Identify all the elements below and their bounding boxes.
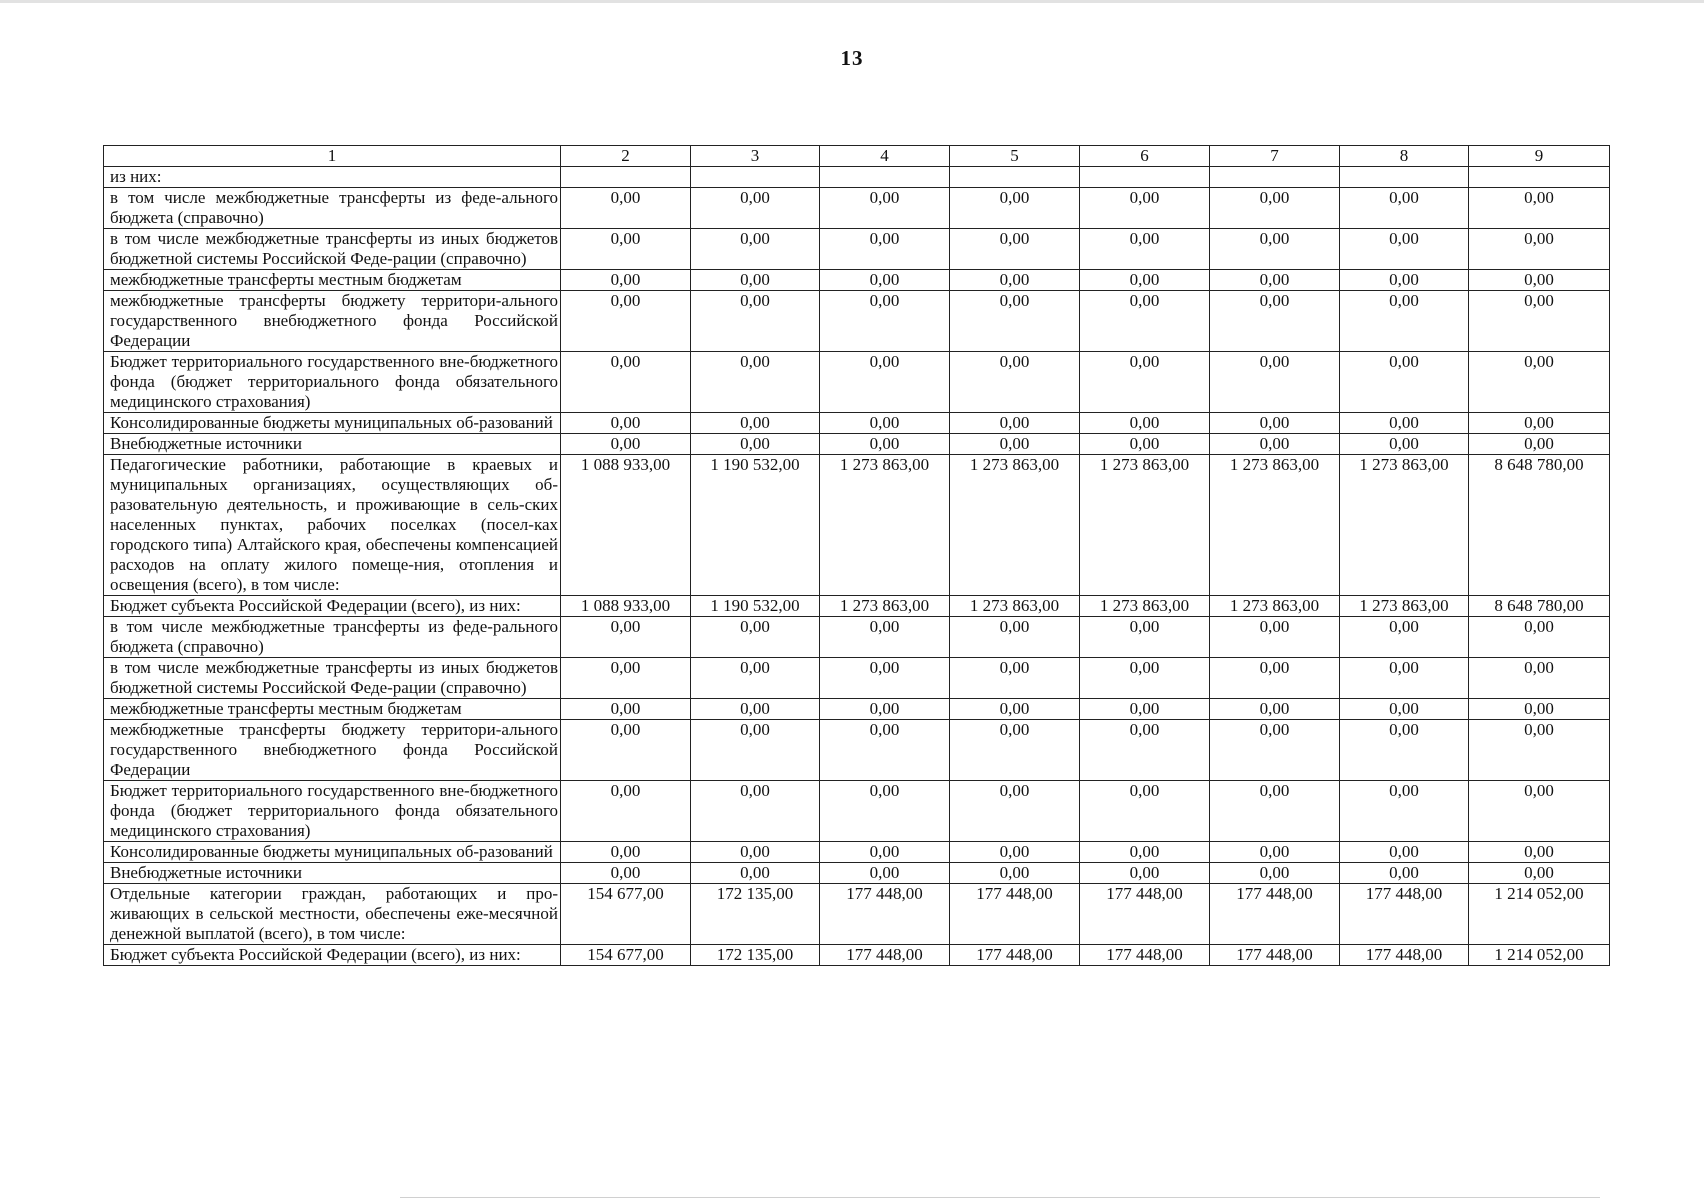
row-value: 0,00	[561, 434, 691, 455]
row-label: Внебюджетные источники	[104, 434, 561, 455]
row-value: 0,00	[1469, 699, 1610, 720]
row-value: 0,00	[561, 229, 691, 270]
row-value: 0,00	[1210, 699, 1340, 720]
table-row	[104, 270, 1610, 291]
row-value: 0,00	[561, 270, 691, 291]
row-value: 0,00	[691, 291, 820, 352]
table-row	[104, 945, 1610, 966]
table-row	[104, 884, 1610, 945]
row-value: 0,00	[1210, 188, 1340, 229]
row-value: 0,00	[820, 434, 950, 455]
row-value: 0,00	[1340, 229, 1469, 270]
row-value: 0,00	[820, 617, 950, 658]
row-value: 0,00	[1080, 781, 1210, 842]
row-label: Внебюджетные источники	[104, 863, 561, 884]
page-number: 13	[840, 46, 864, 70]
row-value: 0,00	[561, 720, 691, 781]
row-value: 0,00	[561, 781, 691, 842]
row-value: 0,00	[950, 781, 1080, 842]
row-value: 1 214 052,00	[1469, 945, 1610, 966]
row-value: 0,00	[820, 352, 950, 413]
row-value: 177 448,00	[1340, 945, 1469, 966]
row-value: 177 448,00	[1080, 884, 1210, 945]
row-label: Бюджет субъекта Российской Федерации (всего), из них:	[104, 596, 561, 617]
row-value: 0,00	[691, 434, 820, 455]
column-header: 1	[104, 146, 561, 167]
row-value: 0,00	[1469, 229, 1610, 270]
row-label: в том числе межбюджетные трансферты из иных бюджетов бюджетной системы Российской Феде-рации (справочно)	[104, 658, 561, 699]
row-value: 0,00	[561, 842, 691, 863]
row-value: 0,00	[1340, 434, 1469, 455]
row-value: 0,00	[1080, 291, 1210, 352]
row-value: 0,00	[691, 658, 820, 699]
row-value: 8 648 780,00	[1469, 455, 1610, 596]
row-value: 0,00	[950, 291, 1080, 352]
row-value: 0,00	[1340, 291, 1469, 352]
header-row	[104, 146, 1610, 167]
row-value	[561, 167, 691, 188]
row-value: 0,00	[820, 781, 950, 842]
row-value: 0,00	[1080, 658, 1210, 699]
table-row	[104, 352, 1610, 413]
table-row	[104, 781, 1610, 842]
column-header: 8	[1340, 146, 1469, 167]
row-value: 0,00	[691, 699, 820, 720]
row-value: 0,00	[691, 617, 820, 658]
row-value: 1 088 933,00	[561, 455, 691, 596]
budget-table	[103, 145, 1610, 966]
row-value: 0,00	[820, 720, 950, 781]
row-value: 0,00	[820, 413, 950, 434]
column-header: 6	[1080, 146, 1210, 167]
table-row	[104, 434, 1610, 455]
row-value: 0,00	[1210, 352, 1340, 413]
scan-bottom-line	[400, 1197, 1600, 1198]
row-value: 0,00	[1469, 413, 1610, 434]
row-value: 177 448,00	[950, 884, 1080, 945]
row-value: 1 273 863,00	[950, 596, 1080, 617]
row-value: 1 190 532,00	[691, 596, 820, 617]
row-value: 0,00	[1469, 188, 1610, 229]
row-value: 0,00	[1210, 413, 1340, 434]
row-value: 1 273 863,00	[1210, 596, 1340, 617]
row-value: 0,00	[691, 720, 820, 781]
table-row	[104, 617, 1610, 658]
table-row	[104, 229, 1610, 270]
row-value: 0,00	[950, 699, 1080, 720]
row-value: 0,00	[820, 863, 950, 884]
table-row	[104, 699, 1610, 720]
row-value: 172 135,00	[691, 945, 820, 966]
row-value: 0,00	[1080, 434, 1210, 455]
row-value: 177 448,00	[1210, 884, 1340, 945]
row-label: в том числе межбюджетные трансферты из иных бюджетов бюджетной системы Российской Феде-рации (справочно)	[104, 229, 561, 270]
row-value: 177 448,00	[950, 945, 1080, 966]
row-value: 0,00	[1469, 658, 1610, 699]
row-value: 0,00	[1080, 842, 1210, 863]
row-value: 0,00	[1080, 720, 1210, 781]
table-row	[104, 842, 1610, 863]
row-value	[1080, 167, 1210, 188]
row-value	[1210, 167, 1340, 188]
row-value: 0,00	[1210, 270, 1340, 291]
row-value: 177 448,00	[1080, 945, 1210, 966]
row-label: межбюджетные трансферты бюджету территори-ального государственного внебюджетного фонда Российской Федерации	[104, 720, 561, 781]
row-value: 0,00	[561, 699, 691, 720]
row-value: 0,00	[561, 188, 691, 229]
column-header: 2	[561, 146, 691, 167]
table-row	[104, 291, 1610, 352]
row-value: 0,00	[1210, 842, 1340, 863]
row-value: 0,00	[1340, 352, 1469, 413]
table-row	[104, 720, 1610, 781]
row-value	[950, 167, 1080, 188]
row-value: 0,00	[1080, 270, 1210, 291]
row-value: 172 135,00	[691, 884, 820, 945]
row-label: Бюджет субъекта Российской Федерации (всего), из них:	[104, 945, 561, 966]
row-value: 0,00	[691, 781, 820, 842]
row-value: 0,00	[1340, 188, 1469, 229]
row-value: 0,00	[691, 413, 820, 434]
row-value: 0,00	[1210, 229, 1340, 270]
row-value: 0,00	[820, 699, 950, 720]
row-value: 1 190 532,00	[691, 455, 820, 596]
row-value: 0,00	[691, 842, 820, 863]
row-value: 1 273 863,00	[820, 596, 950, 617]
row-value: 1 273 863,00	[1340, 455, 1469, 596]
table-row	[104, 658, 1610, 699]
row-value: 0,00	[950, 352, 1080, 413]
row-value: 177 448,00	[1340, 884, 1469, 945]
row-label: Бюджет территориального государственного вне-бюджетного фонда (бюджет территориального фонда обязательного медицинского страхования)	[104, 352, 561, 413]
row-value: 154 677,00	[561, 884, 691, 945]
row-label: Консолидированные бюджеты муниципальных об-разований	[104, 413, 561, 434]
column-header: 4	[820, 146, 950, 167]
row-value: 1 088 933,00	[561, 596, 691, 617]
row-label: в том числе межбюджетные трансферты из феде-рального бюджета (справочно)	[104, 617, 561, 658]
row-value: 0,00	[820, 188, 950, 229]
row-value: 0,00	[950, 413, 1080, 434]
row-value: 0,00	[950, 658, 1080, 699]
table-body	[104, 146, 1610, 966]
row-value: 0,00	[1080, 863, 1210, 884]
row-value	[691, 167, 820, 188]
row-value: 0,00	[1469, 781, 1610, 842]
row-value: 177 448,00	[1210, 945, 1340, 966]
table-row	[104, 188, 1610, 229]
row-value: 0,00	[1340, 270, 1469, 291]
column-header: 5	[950, 146, 1080, 167]
row-value: 0,00	[950, 434, 1080, 455]
row-value: 8 648 780,00	[1469, 596, 1610, 617]
row-value: 0,00	[561, 352, 691, 413]
row-value: 0,00	[950, 270, 1080, 291]
row-value: 0,00	[1340, 617, 1469, 658]
row-value: 1 273 863,00	[1080, 596, 1210, 617]
table-row	[104, 167, 1610, 188]
table-row	[104, 413, 1610, 434]
row-value: 0,00	[561, 291, 691, 352]
column-header: 7	[1210, 146, 1340, 167]
row-value: 0,00	[1080, 352, 1210, 413]
row-value: 1 273 863,00	[820, 455, 950, 596]
row-value: 0,00	[950, 229, 1080, 270]
row-value: 0,00	[950, 617, 1080, 658]
row-value: 0,00	[1340, 413, 1469, 434]
row-value: 0,00	[691, 229, 820, 270]
row-value: 0,00	[1469, 352, 1610, 413]
row-value: 0,00	[1469, 863, 1610, 884]
row-value: 0,00	[1340, 720, 1469, 781]
row-label: межбюджетные трансферты местным бюджетам	[104, 270, 561, 291]
scan-edge-line	[0, 0, 1704, 3]
row-value: 0,00	[691, 863, 820, 884]
row-value: 0,00	[561, 658, 691, 699]
row-value: 0,00	[1469, 434, 1610, 455]
row-value	[1340, 167, 1469, 188]
row-value: 0,00	[1210, 658, 1340, 699]
row-value: 1 273 863,00	[950, 455, 1080, 596]
row-value: 1 273 863,00	[1340, 596, 1469, 617]
row-value: 0,00	[1080, 617, 1210, 658]
row-value: 0,00	[820, 842, 950, 863]
row-value: 0,00	[1340, 658, 1469, 699]
row-value: 0,00	[1210, 720, 1340, 781]
row-value: 0,00	[1340, 699, 1469, 720]
row-value: 177 448,00	[820, 945, 950, 966]
table-row	[104, 863, 1610, 884]
row-value: 0,00	[820, 229, 950, 270]
row-label: Отдельные категории граждан, работающих и про-живающих в сельской местности, обеспечены еже-месячной денежной выплатой (всего), в том числе:	[104, 884, 561, 945]
row-value: 0,00	[1210, 617, 1340, 658]
row-value: 0,00	[1210, 863, 1340, 884]
row-label: из них:	[104, 167, 561, 188]
row-value: 0,00	[950, 720, 1080, 781]
row-value: 0,00	[820, 658, 950, 699]
row-value: 0,00	[691, 270, 820, 291]
row-value: 0,00	[1210, 781, 1340, 842]
row-value	[820, 167, 950, 188]
row-label: межбюджетные трансферты бюджету территори-ального государственного внебюджетного фонда Российской Федерации	[104, 291, 561, 352]
row-value: 0,00	[1080, 188, 1210, 229]
row-value: 0,00	[950, 842, 1080, 863]
table-row	[104, 596, 1610, 617]
row-value: 1 214 052,00	[1469, 884, 1610, 945]
row-value: 0,00	[1340, 863, 1469, 884]
row-value: 1 273 863,00	[1080, 455, 1210, 596]
row-value: 0,00	[561, 863, 691, 884]
row-label: Консолидированные бюджеты муниципальных об-разований	[104, 842, 561, 863]
row-value: 0,00	[950, 188, 1080, 229]
row-value: 0,00	[1080, 229, 1210, 270]
row-value: 0,00	[820, 270, 950, 291]
row-value: 0,00	[691, 352, 820, 413]
row-value: 0,00	[1210, 291, 1340, 352]
row-value: 1 273 863,00	[1210, 455, 1340, 596]
row-value: 0,00	[691, 188, 820, 229]
row-value: 0,00	[1469, 842, 1610, 863]
row-label: в том числе межбюджетные трансферты из феде-ального бюджета (справочно)	[104, 188, 561, 229]
table-row	[104, 455, 1610, 596]
row-value: 0,00	[1340, 781, 1469, 842]
row-value: 0,00	[1080, 413, 1210, 434]
row-value: 0,00	[1080, 699, 1210, 720]
row-value: 0,00	[1469, 270, 1610, 291]
row-value: 0,00	[1469, 617, 1610, 658]
row-label: Бюджет территориального государственного вне-бюджетного фонда (бюджет территориального фонда обязательного медицинского страхования)	[104, 781, 561, 842]
row-value: 0,00	[820, 291, 950, 352]
row-value: 154 677,00	[561, 945, 691, 966]
row-value: 177 448,00	[820, 884, 950, 945]
column-header: 3	[691, 146, 820, 167]
row-value: 0,00	[1210, 434, 1340, 455]
row-value: 0,00	[561, 413, 691, 434]
row-value: 0,00	[1469, 720, 1610, 781]
row-value	[1469, 167, 1610, 188]
row-label: Педагогические работники, работающие в краевых и муниципальных организациях, осуществляющих об-разовательную деятельность, и проживающие в сель-ских населенных пунктах, рабочих поселках (посел-ках городского типа) Алтайского края, обеспечены компенсацией расходов на оплату жилого помеще-ния, отопления и освещения (всего), в том числе:	[104, 455, 561, 596]
row-value: 0,00	[1469, 291, 1610, 352]
row-value: 0,00	[561, 617, 691, 658]
column-header: 9	[1469, 146, 1610, 167]
row-value: 0,00	[950, 863, 1080, 884]
row-label: межбюджетные трансферты местным бюджетам	[104, 699, 561, 720]
row-value: 0,00	[1340, 842, 1469, 863]
